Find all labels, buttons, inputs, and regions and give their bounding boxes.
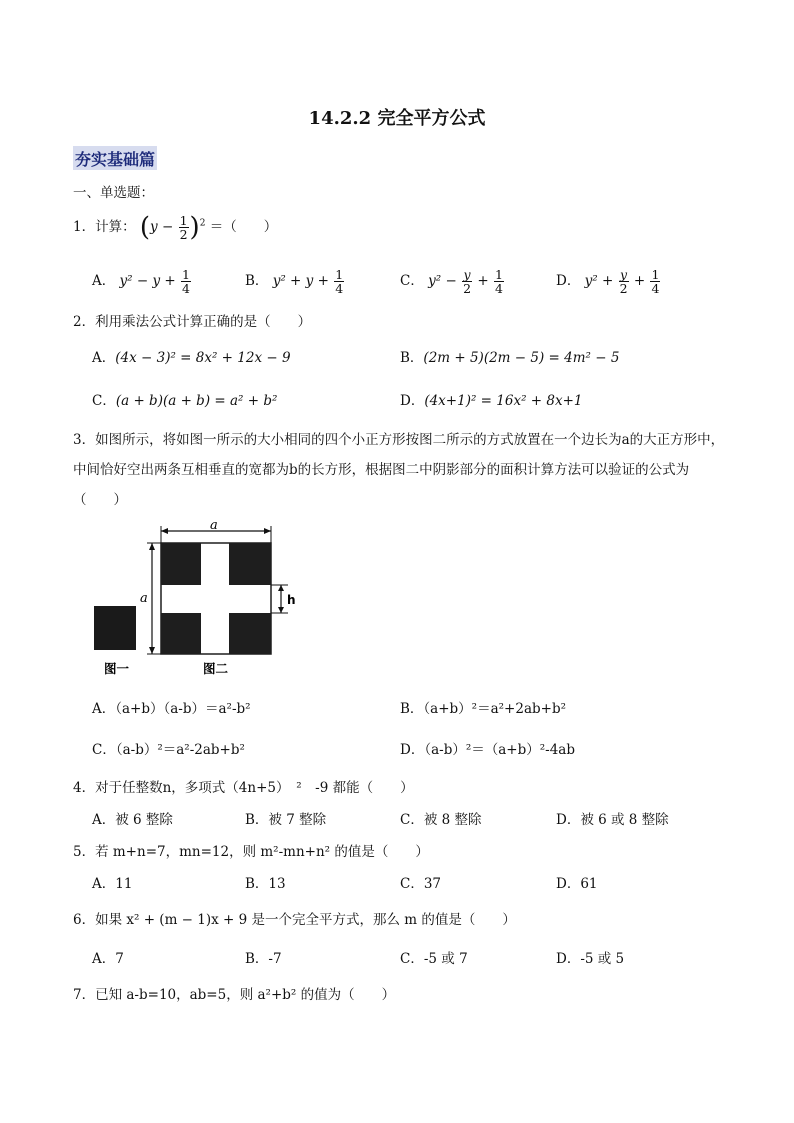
question-4-stem: 4．对于任整数n，多项式（4n+5） ² -9 都能（ ） bbox=[73, 780, 414, 796]
question-2-option-a[interactable]: A．(4x − 3)² = 8x² + 12x − 9 bbox=[92, 350, 291, 366]
question-6-option-b[interactable]: B．-7 bbox=[245, 951, 282, 967]
page-title: 14.2.2 完全平方公式 bbox=[308, 108, 486, 129]
question-3-option-b[interactable]: B．（a+b）²＝a²+2ab+b² bbox=[400, 701, 567, 717]
question-6-stem: 6．如果 x² + (m − 1)x + 9 是一个完全平方式，那么 m 的值是（ ） bbox=[73, 912, 516, 928]
question-3-figure bbox=[88, 522, 308, 682]
question-3-stem: 3．如图所示，将如图一所示的大小相同的四个小正方形按图二所示的方式放置在一个边长为a的大正方形中，中间恰好空出两条互相垂直的宽都为b的长方形，根据图二中阴影部分的面积计算方法可以验证的公式为（ ） bbox=[73, 432, 725, 508]
question-4-option-c[interactable]: C．被 8 整除 bbox=[400, 812, 482, 828]
question-type-heading: 一、单选题： bbox=[73, 185, 154, 201]
question-2-option-c[interactable]: C．(a + b)(a + b) = a² + b² bbox=[92, 393, 278, 409]
label-h: h bbox=[287, 593, 296, 607]
h-arrow-bottom bbox=[278, 607, 284, 613]
question-5-option-a[interactable]: A．11 bbox=[92, 876, 133, 892]
question-3-option-a[interactable]: A．（a+b）（a-b）＝a²-b² bbox=[92, 701, 251, 717]
question-4-option-d[interactable]: D．被 6 或 8 整除 bbox=[556, 812, 669, 828]
question-6-option-d[interactable]: D．-5 或 5 bbox=[556, 951, 625, 967]
question-5-option-c[interactable]: C．37 bbox=[400, 876, 442, 892]
label-a-top: a bbox=[210, 522, 218, 533]
question-3-option-c[interactable]: C．（a-b）²＝a²-2ab+b² bbox=[92, 742, 245, 758]
question-6-option-a[interactable]: A．7 bbox=[92, 951, 124, 967]
figure-1-label: 图一 bbox=[104, 661, 130, 676]
top-arrow-left bbox=[161, 528, 168, 534]
question-1-option-b[interactable]: B． y² + y + $\frac{1}{4}$ bbox=[245, 267, 344, 297]
figure-2-label: 图二 bbox=[203, 661, 229, 676]
question-6-option-c[interactable]: C．-5 或 7 bbox=[400, 951, 468, 967]
question-5-option-d[interactable]: D．61 bbox=[556, 876, 598, 892]
question-1-option-c[interactable]: C． y² − $\frac{y}{2}$ + $\frac{1}{4}$ bbox=[400, 267, 503, 297]
question-5-option-b[interactable]: B．13 bbox=[245, 876, 286, 892]
section-heading: 夯实基础篇 bbox=[73, 146, 157, 170]
question-1-option-a[interactable]: A． y² − y + $\frac{1}{4}$ bbox=[92, 267, 190, 297]
question-2-option-b[interactable]: B．(2m + 5)(2m − 5) = 4m² − 5 bbox=[400, 350, 620, 366]
left-arrow-bottom bbox=[149, 647, 155, 654]
question-4-option-a[interactable]: A．被 6 整除 bbox=[92, 812, 173, 828]
figure-1-small-square bbox=[94, 606, 136, 650]
question-1-option-d[interactable]: D． y² + $\frac{y}{2}$ + $\frac{1}{4}$ bbox=[556, 267, 660, 297]
question-5-stem: 5．若 m+n=7，mn=12，则 m²-mn+n² 的值是（ ） bbox=[73, 844, 429, 860]
question-2-option-d[interactable]: D．(4x+1)² = 16x² + 8x+1 bbox=[400, 393, 583, 409]
question-3-option-d[interactable]: D．（a-b）²＝（a+b）²-4ab bbox=[400, 742, 575, 758]
top-arrow-right bbox=[264, 528, 271, 534]
left-arrow-top bbox=[149, 543, 155, 550]
h-arrow-top bbox=[278, 585, 284, 591]
question-2-stem: 2．利用乘法公式计算正确的是（ ） bbox=[73, 314, 312, 330]
question-7-stem: 7．已知 a-b=10，ab=5，则 a²+b² 的值为（ ） bbox=[73, 987, 396, 1003]
figure-2-horizontal-strip bbox=[161, 585, 271, 613]
question-4-option-b[interactable]: B．被 7 整除 bbox=[245, 812, 327, 828]
question-1-stem: 1．计算： (y − $\frac{1}{2}$ )$^2$ ＝（ ） bbox=[73, 212, 278, 243]
label-a-left: a bbox=[140, 591, 148, 606]
